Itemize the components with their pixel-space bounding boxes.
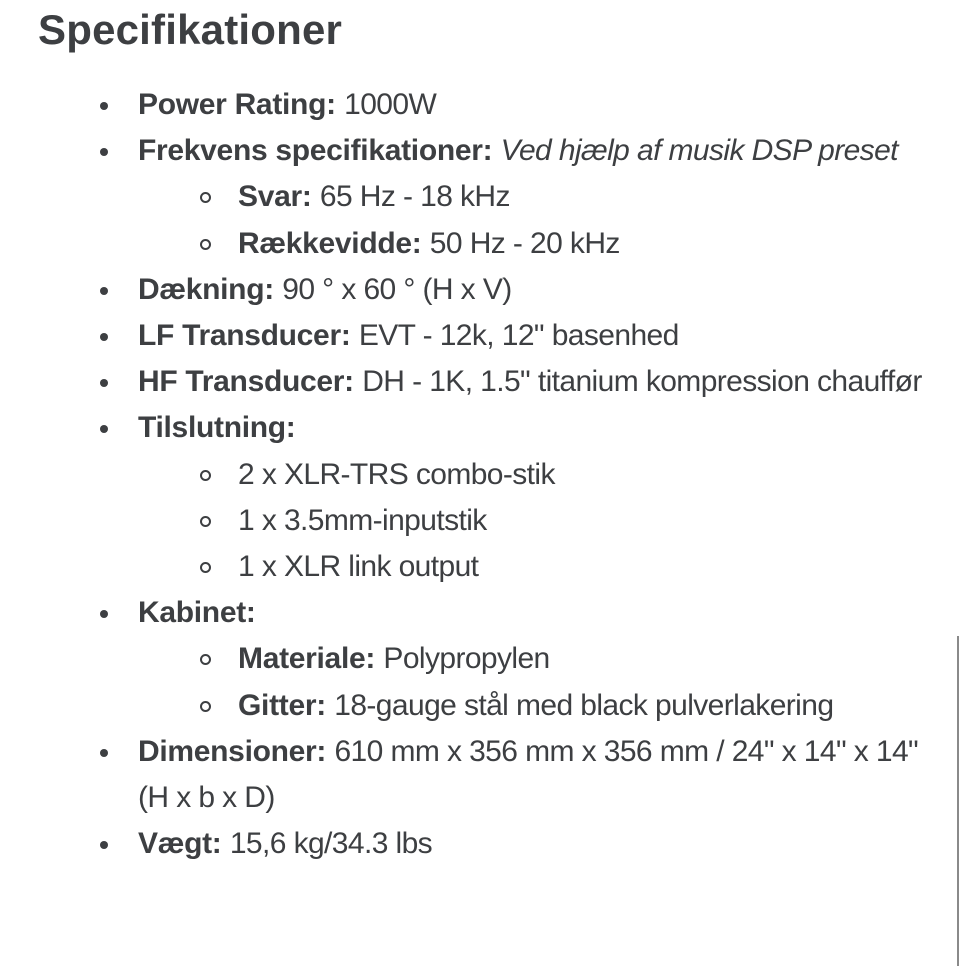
spec-label: Gitter:	[238, 688, 326, 722]
spec-coverage	[0, 267, 960, 313]
spec-sublist	[138, 636, 934, 728]
spec-response	[0, 174, 934, 220]
spec-grille	[0, 683, 934, 729]
spec-connection-item	[0, 544, 934, 590]
spec-sublist	[138, 174, 934, 266]
spec-value: 50 Hz - 20 kHz	[429, 226, 620, 260]
spec-label: Dimensioner:	[138, 734, 327, 768]
spec-list	[0, 82, 960, 867]
spec-value: 1 x XLR link output	[238, 550, 479, 584]
spec-value: EVT - 12k, 12" basenhed	[358, 319, 679, 353]
spec-value: 610 mm x 356 mm x 356 mm / 24" x 14" x 14" (H x b x D)	[138, 734, 919, 815]
scrollbar[interactable]	[957, 636, 959, 966]
spec-sublist	[138, 452, 934, 591]
spec-range	[0, 221, 934, 267]
spec-label: Svar:	[238, 180, 312, 214]
spec-value: Ved hjælp af musik DSP preset	[500, 134, 898, 168]
spec-value: 1000W	[344, 88, 437, 121]
spec-material	[0, 636, 934, 682]
spec-value: 18-gauge stål med black pulverlakering	[334, 688, 834, 722]
spec-label: Vægt:	[138, 827, 222, 861]
spec-power	[0, 82, 960, 128]
spec-label: Tilslutning:	[138, 411, 296, 445]
spec-label: LF Transducer:	[138, 319, 351, 353]
page-title: Specifikationer	[38, 6, 343, 53]
spec-label: Kabinet:	[138, 596, 256, 630]
spec-value: 1 x 3.5mm-inputstik	[238, 503, 487, 537]
spec-value: 2 x XLR-TRS combo-stik	[238, 457, 555, 491]
spec-frequency	[0, 128, 960, 267]
spec-value: 65 Hz - 18 kHz	[319, 180, 510, 214]
spec-label: Frekvens specifikationer:	[138, 134, 493, 168]
spec-value: 15,6 kg/34.3 lbs	[229, 827, 433, 861]
spec-value: Polypropylen	[383, 642, 550, 676]
spec-label: Dækning:	[138, 272, 274, 306]
spec-value: 90 ° x 60 ° (H x V)	[282, 272, 512, 306]
spec-dimensions	[0, 729, 960, 821]
spec-label: Rækkevidde:	[238, 226, 422, 260]
spec-weight	[0, 821, 960, 867]
spec-cabinet	[0, 590, 960, 729]
spec-connection-item	[0, 498, 934, 544]
spec-value: DH - 1K, 1.5" titanium kompression chauffør	[362, 365, 922, 399]
spec-label: HF Transducer:	[138, 365, 354, 399]
spec-label: Materiale:	[238, 642, 376, 676]
spec-connection-item	[0, 452, 934, 498]
spec-hf-transducer	[0, 359, 960, 405]
spec-label: Power Rating:	[138, 88, 336, 121]
spec-connections	[0, 405, 960, 590]
spec-lf-transducer	[0, 313, 960, 359]
